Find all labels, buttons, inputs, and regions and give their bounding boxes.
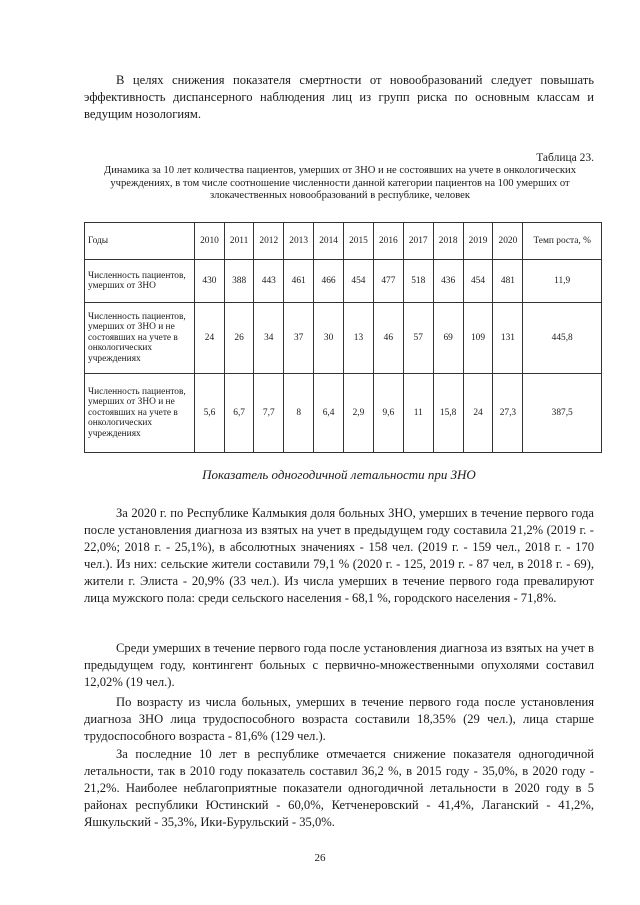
table-header-cell: 2010 <box>195 223 225 260</box>
table-cell: 387,5 <box>523 374 602 453</box>
table-cell: 436 <box>433 260 463 303</box>
table-cell: 5,6 <box>195 374 225 453</box>
table-cell: 34 <box>254 303 284 374</box>
table-header-cell: 2016 <box>373 223 403 260</box>
table-header-cell: 2013 <box>284 223 314 260</box>
table-cell: 24 <box>463 374 493 453</box>
table-cell: 518 <box>403 260 433 303</box>
table-cell: 24 <box>195 303 225 374</box>
table-header-cell: 2020 <box>493 223 523 260</box>
table-cell: 445,8 <box>523 303 602 374</box>
row-label: Численность пациентов, умерших от ЗНО <box>85 260 195 303</box>
row-label: Численность пациентов, умерших от ЗНО и не состоявших на учете в онкологических учреждениях <box>85 303 195 374</box>
table-cell: 443 <box>254 260 284 303</box>
body-paragraph: За 2020 г. по Республике Калмыкия доля больных ЗНО, умерших в течение первого года после установления диагноза из взятых на учет в предыдущем году составила 21,2% (2019 г. - 22,0%; 2018 г. - 25,1%), в абсолютных значениях - 158 чел. (2019 г. - 159 чел., 2018 г. - 170 чел.). Из них: сельские жители составили 79,1 % (2020 г. - 125, 2019 г. - 87 чел, в 2018 г. - 69), жители г. Элиста - 20,9% (33 чел.). Из числа умерших в течение первого года превалируют лица мужского пола: среди сельского населения - 68,1 %, городского населения - 71,8%. <box>84 506 594 605</box>
table-header-cell: 2012 <box>254 223 284 260</box>
mortality-table <box>84 222 602 453</box>
table-cell: 6,7 <box>224 374 253 453</box>
table-header-cell: 2014 <box>314 223 344 260</box>
body-paragraph: По возрасту из числа больных, умерших в течение первого года после установления диагноза ЗНО лица трудоспособного возраста составили 18,35% (29 чел.), лица старше трудоспособного возраста - 81,6% (129 чел.). <box>84 695 594 743</box>
table-cell: 57 <box>403 303 433 374</box>
table-label: Таблица 23. <box>536 152 594 164</box>
table-cell: 69 <box>433 303 463 374</box>
table-header-cell: Годы <box>85 223 195 260</box>
table-cell: 7,7 <box>254 374 284 453</box>
table-cell: 454 <box>344 260 374 303</box>
table-cell: 477 <box>373 260 403 303</box>
table-row <box>85 374 602 453</box>
table-header-cell: 2017 <box>403 223 433 260</box>
table-cell: 109 <box>463 303 493 374</box>
table-cell: 26 <box>224 303 253 374</box>
table-header-cell: 2015 <box>344 223 374 260</box>
table-header-cell: 2019 <box>463 223 493 260</box>
table-cell: 27,3 <box>493 374 523 453</box>
table-cell: 8 <box>284 374 314 453</box>
table-cell: 481 <box>493 260 523 303</box>
body-paragraph: За последние 10 лет в республике отмечается снижение показателя одногодичной летальности, так в 2010 году показатель составил 36,2 %, в 2015 году - 35,0%, в 2020 году - 21,2%. Наиболее неблагоприятные показатели одногодичной летальности в 2020 году в 5 районах республики Юстинский - 60,0%, Кетченеровский - 41,4%, Лаганский - 41,2%, Яшкульский - 35,3%, Ики-Бурульский - 35,0%. <box>84 747 594 829</box>
table-cell: 11,9 <box>523 260 602 303</box>
table-cell: 15,8 <box>433 374 463 453</box>
table-cell: 388 <box>224 260 253 303</box>
page-number: 26 <box>314 852 326 864</box>
table-cell: 46 <box>373 303 403 374</box>
table-cell: 461 <box>284 260 314 303</box>
intro-paragraph: В целях снижения показателя смертности от новообразований следует повышать эффективность диспансерного наблюдения лиц из групп риска по основным классам и ведущим нозологиям. <box>84 73 594 121</box>
table-cell: 37 <box>284 303 314 374</box>
table-header-cell: 2011 <box>224 223 253 260</box>
table-cell: 9,6 <box>373 374 403 453</box>
table-header-cell: Темп роста, % <box>523 223 602 260</box>
table-cell: 466 <box>314 260 344 303</box>
body-paragraph: Среди умерших в течение первого года после установления диагноза из взятых на учет в предыдущем году, контингент больных с первично-множественными опухолями составил 12,02% (19 чел.). <box>84 641 594 689</box>
table-row <box>85 303 602 374</box>
table-cell: 30 <box>314 303 344 374</box>
table-cell: 454 <box>463 260 493 303</box>
table-caption: Динамика за 10 лет количества пациентов, умерших от ЗНО и не состоявших на учете в онкологических учреждениях, в том числе соотношение численности данной категории пациентов на 100 умерших от злокачественных новообразований в республике, человек <box>103 165 577 201</box>
table-header-cell: 2018 <box>433 223 463 260</box>
table-cell: 6,4 <box>314 374 344 453</box>
table-row <box>85 260 602 303</box>
table-cell: 2,9 <box>344 374 374 453</box>
table-cell: 131 <box>493 303 523 374</box>
table-cell: 430 <box>195 260 225 303</box>
table-cell: 11 <box>403 374 433 453</box>
table-header-row <box>85 223 602 260</box>
section-title: Показатель одногодичной летальности при ЗНО <box>202 467 476 482</box>
table-cell: 13 <box>344 303 374 374</box>
row-label: Численность пациентов, умерших от ЗНО и не состоявших на учете в онкологических учреждениях <box>85 374 195 453</box>
